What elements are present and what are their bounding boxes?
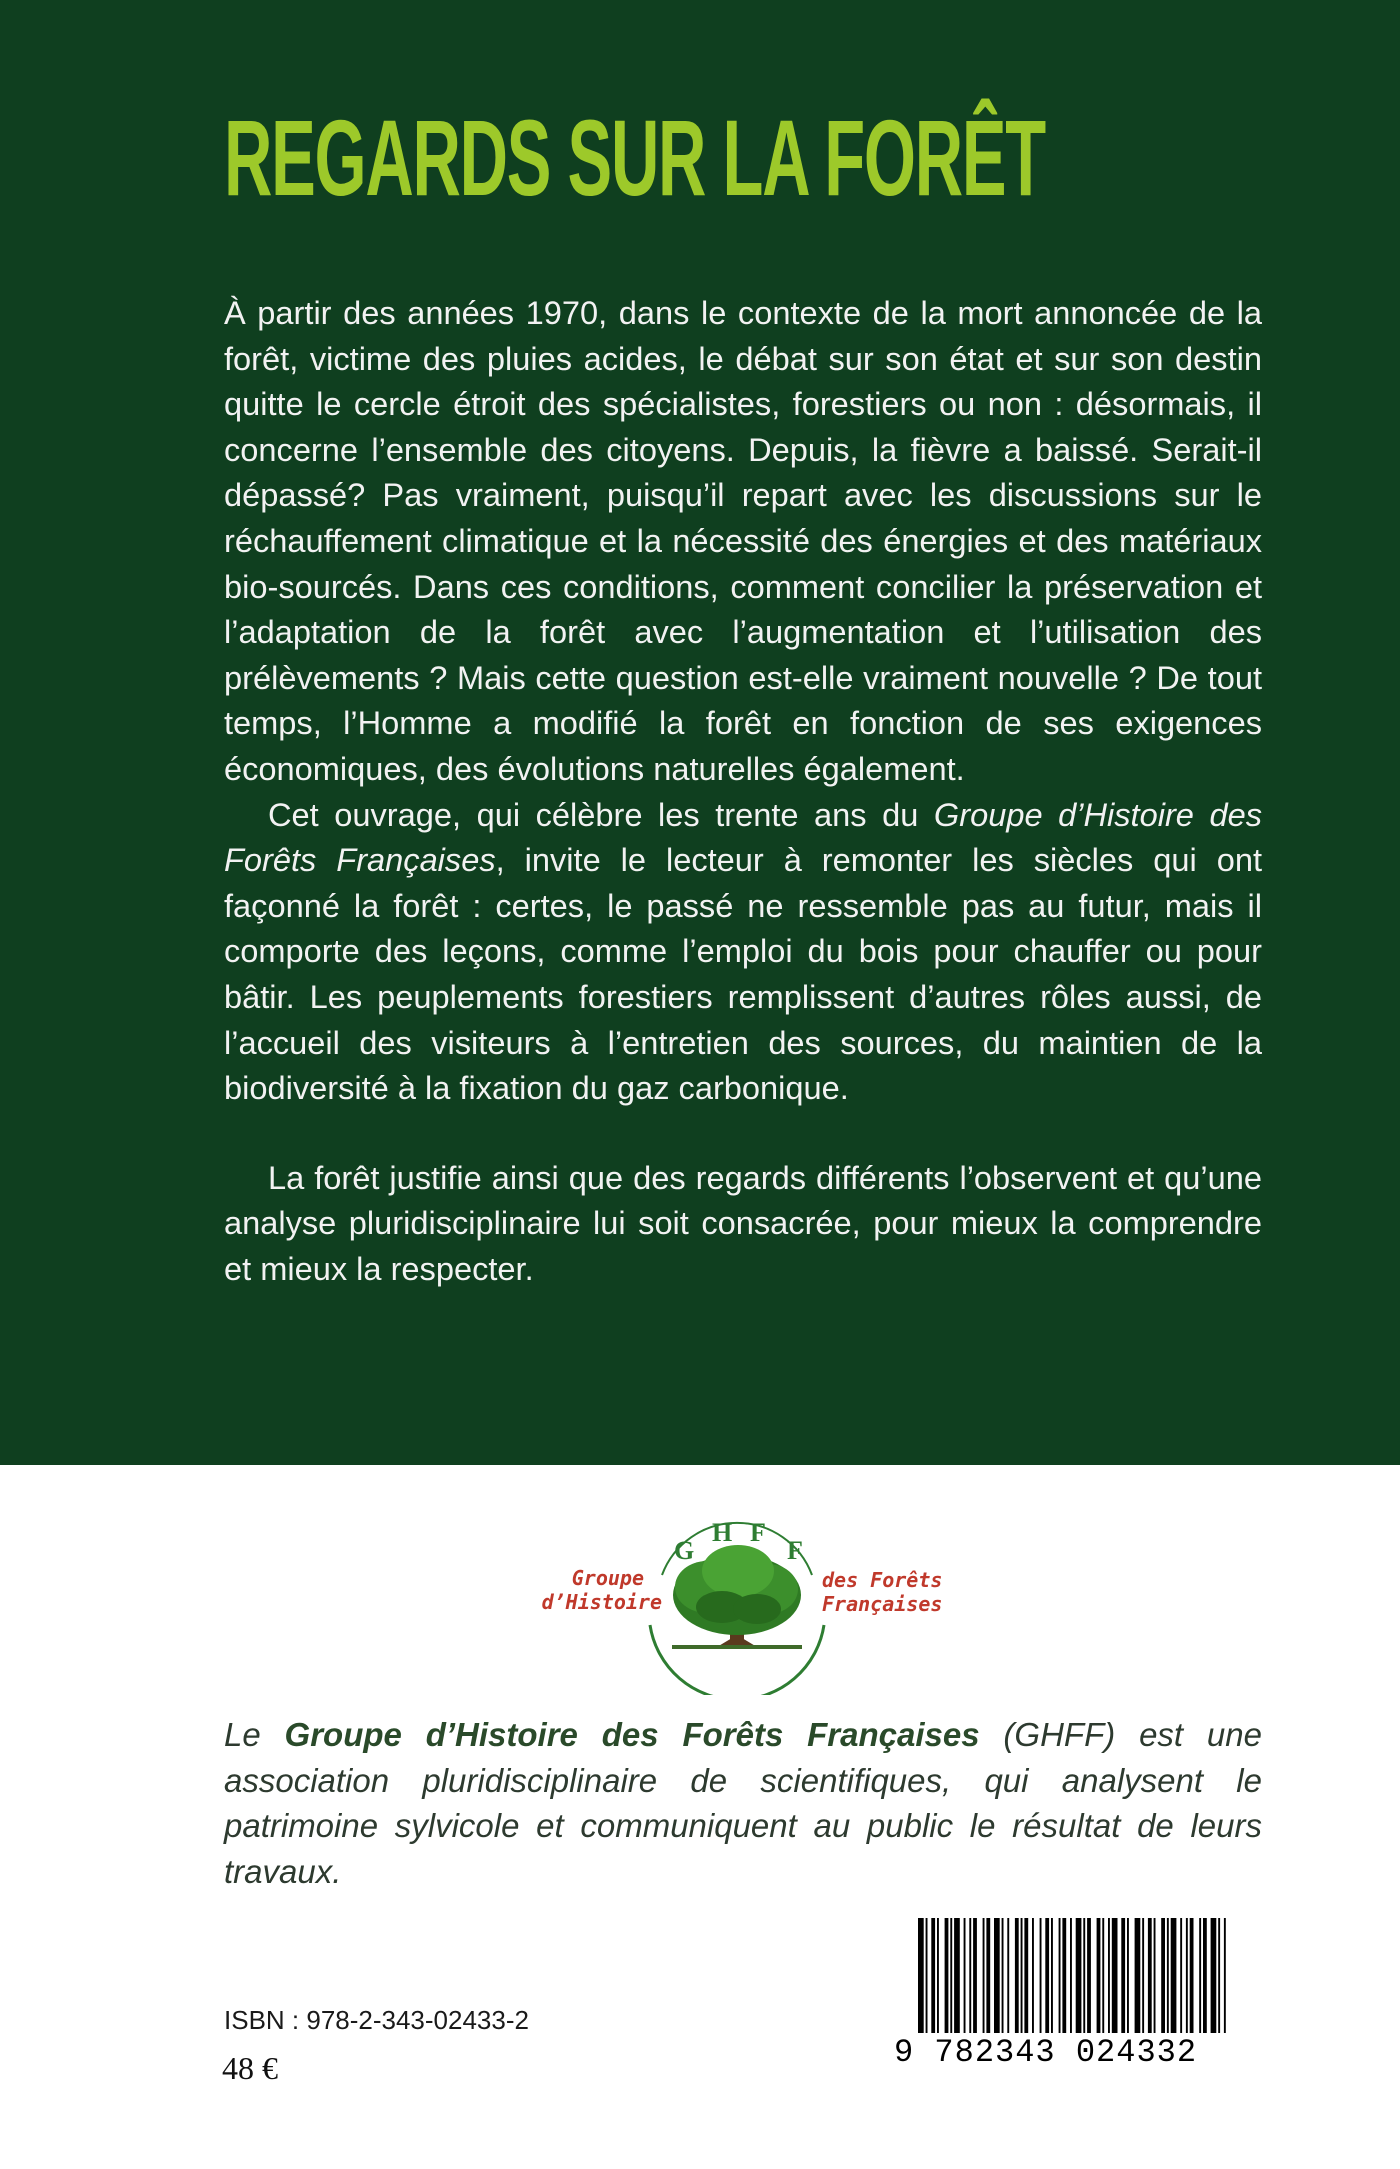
blurb-paragraph-3: La forêt justifie ainsi que des regards différents l’observent et qu’une analyse pluridisciplinaire lui soit consacrée, pour mieux la comprendre et mieux la respecter.: [224, 1158, 1262, 1287]
barcode-bar: [1021, 1918, 1023, 2036]
logo-letter-g: G: [674, 1536, 695, 1565]
barcode-digits: 9 782343 024332: [894, 2033, 1238, 2073]
barcode-bar: [1211, 1918, 1217, 2036]
barcode-bar: [1127, 1918, 1129, 2036]
logo-right-line-2: Françaises: [822, 1592, 943, 1616]
association-prefix: Le: [224, 1716, 285, 1753]
blurb: [224, 290, 1262, 1291]
barcode-bar: [1142, 1918, 1144, 2036]
barcode-bar: [1062, 1918, 1066, 2036]
barcode-bar: [1024, 1918, 1028, 2036]
barcode-bar: [1203, 1918, 1207, 2036]
barcode-bar: [1059, 1918, 1061, 2036]
book-title: REGARDS SUR LA FORÊT: [224, 97, 1045, 218]
barcode-bar: [1051, 1918, 1053, 2036]
logo-letter-f1: F: [750, 1518, 766, 1547]
barcode-bar: [994, 1918, 1000, 2036]
logo-left-line-2: d’Histoire: [541, 1590, 662, 1614]
barcode-bar: [1007, 1918, 1009, 2036]
barcode-bar: [1154, 1918, 1156, 2036]
barcode-bar: [973, 1918, 977, 2036]
barcode-bar: [1135, 1918, 1141, 2036]
barcode-bar: [1218, 1918, 1220, 2036]
barcode-bar: [1199, 1918, 1201, 2036]
blurb-paragraph-1: À partir des années 1970, dans le contexte de la mort annoncée de la forêt, victime des pluies acides, le débat sur son état et sur son destin quitte le cercle étroit des spécialistes, forestiers ou non : désormais, il concerne l’ensemble des citoyens. Depuis, la fièvre a baissé. Serait-il dépassé? Pas vraiment, puisqu’il repart avec les discussions sur le réchauffement climatique et la nécessité des énergies et des matériaux bio-sourcés. Dans ces conditions, comment concilier la préservation et l’adaptation de la forêt avec l’augmentation et l’utilisation des prélèvements ? Mais cette question est-elle vraiment nouvelle ? De tout temps, l’Homme a modifié la forêt en fonction de ses exigences économiques, des évolutions naturelles également.: [224, 294, 1262, 787]
barcode-bar: [1148, 1918, 1152, 2036]
barcode-bar: [986, 1918, 990, 2036]
barcode-bar: [1171, 1918, 1177, 2036]
barcode-bar: [983, 1918, 985, 2036]
barcode-bar: [1002, 1918, 1004, 2036]
barcode-bar: [918, 1918, 924, 2036]
barcode-bar: [1045, 1918, 1049, 2036]
barcode-bar: [1076, 1918, 1082, 2036]
barcode-bar: [1190, 1918, 1194, 2036]
barcode-bar: [1040, 1918, 1042, 2036]
barcode-bar: [1087, 1918, 1091, 2036]
barcode-bar: [1224, 1918, 1226, 2036]
barcode-bar: [964, 1918, 966, 2036]
blurb-paragraph-2-start: Cet ouvrage, qui célèbre les trente ans du: [268, 795, 934, 833]
barcode-bar: [1070, 1918, 1072, 2036]
barcode-bar: [954, 1918, 960, 2036]
logo-right-line-1: des Forêts: [822, 1568, 943, 1592]
barcode-bar: [1167, 1918, 1169, 2036]
barcode-bar: [969, 1918, 971, 2036]
barcode-bar: [1097, 1918, 1101, 2036]
barcode-bar: [926, 1918, 928, 2036]
logo-letter-f2: F: [787, 1536, 803, 1565]
barcode-bar: [950, 1918, 952, 2036]
barcode-bar: [937, 1918, 939, 2036]
blurb-paragraph-2-end: , invite le lecteur à remonter les siècles qui ont façonné la forêt : certes, le passé ne ressemble pas au futur, mais il comporte des leçons, comme l’emploi du bois pour chauffer ou pour bâtir. Les peuplements forestiers remplissent d’autres rôles aussi, de l’accueil des visiteurs à l’entretien des sources, du maintien de la biodiversité à la fixation du gaz carbonique.: [224, 841, 1262, 1107]
association-description: [224, 1712, 1262, 1894]
barcode-bar: [1112, 1918, 1118, 2036]
barcode-bar: [1083, 1918, 1085, 2036]
logo-left-line-1: Groupe: [571, 1566, 644, 1590]
barcode-bar: [1108, 1918, 1110, 2036]
barcode-bar: [931, 1918, 935, 2036]
barcode-bar: [1180, 1918, 1182, 2036]
barcode-bar: [1032, 1918, 1034, 2036]
barcode-bar: [1102, 1918, 1104, 2036]
barcode-bar: [1161, 1918, 1165, 2036]
blurb-paragraph-2: [224, 792, 1262, 1111]
isbn-number: ISBN : 978-2-343-02433-2: [224, 2005, 529, 2035]
barcode-bar: [1186, 1918, 1188, 2036]
barcode-bar: [1015, 1918, 1019, 2036]
barcode-bar: [945, 1918, 949, 2036]
blurb-association-name: Groupe d’Histoire des Forêts Françaises: [224, 795, 1262, 879]
barcode-bar: [1121, 1918, 1125, 2036]
price: 48 €: [222, 2050, 278, 2086]
association-name: Groupe d’Histoire des Forêts Françaises: [284, 1716, 980, 1753]
association-suffix: (GHFF) est une association pluridisciplinaire de scientifiques, qui analysent le patrimoine sylvicole et communiquent au public le résultat de leurs travaux.: [224, 1716, 1262, 1890]
ghff-logo: [512, 1495, 962, 1695]
logo-letter-h: H: [712, 1518, 733, 1547]
